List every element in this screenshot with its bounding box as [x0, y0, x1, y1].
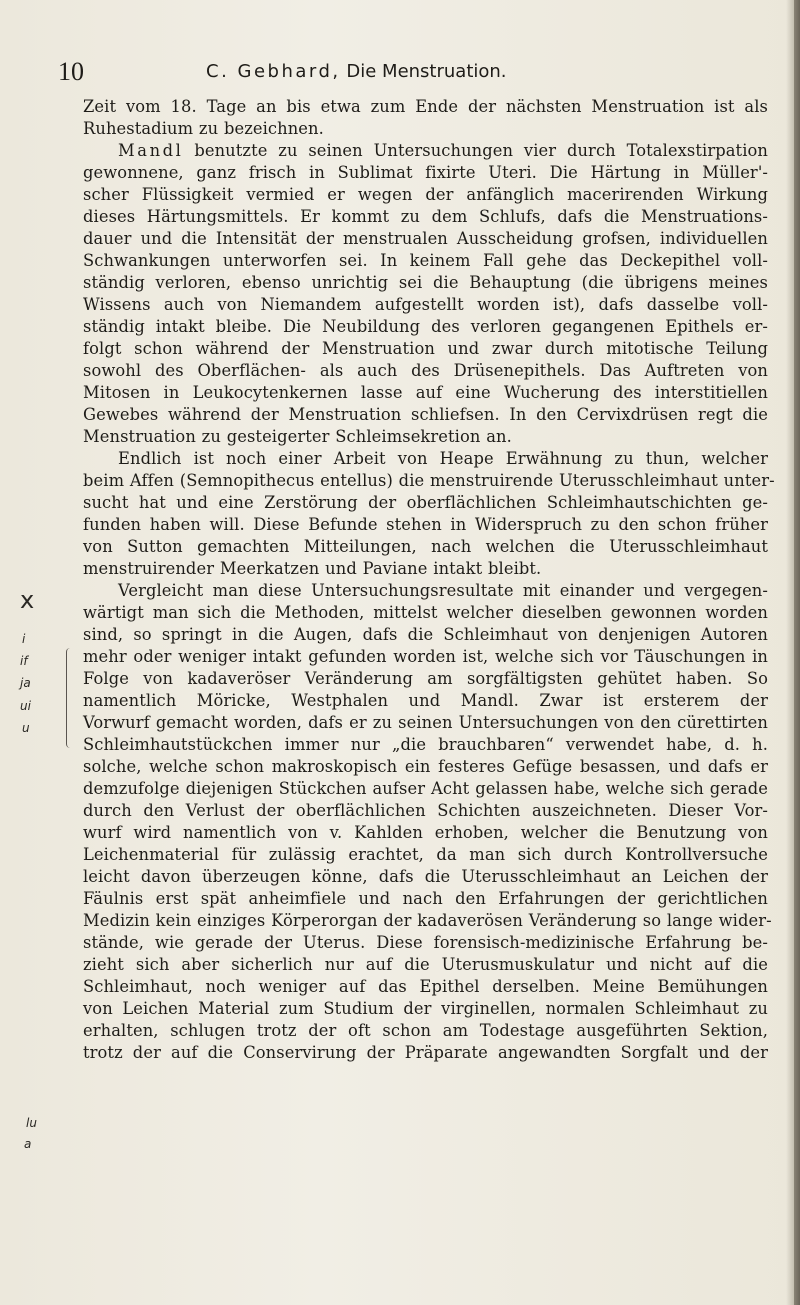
- text-line: trotz der auf die Conservirung der Präparate angewandten Sorgfalt und der: [83, 1043, 768, 1062]
- running-head: [206, 60, 507, 84]
- text-line: wurf wird namentlich von v. Kahlden erhoben, welcher die Benutzung von: [83, 823, 768, 842]
- text-line: sucht hat und eine Zerstörung der oberflächlichen Schleimhautschichten ge-: [83, 493, 768, 512]
- margin-note: ui: [20, 699, 31, 713]
- text-line: Endlich ist noch einer Arbeit von Heape Erwähnung zu thun, welcher: [118, 449, 768, 468]
- text-line: von Leichen Material zum Studium der virginellen, normalen Schleimhaut zu: [83, 999, 768, 1018]
- text-line: scher Flüssigkeit vermied er wegen der anfänglich macerirenden Wirkung: [83, 185, 768, 204]
- text-line: leicht davon überzeugen könne, dafs die Uterusschleimhaut an Leichen der: [83, 867, 768, 886]
- text-line: demzufolge diejenigen Stückchen aufser Acht gelassen habe, welche sich gerade: [83, 779, 768, 798]
- text-line: Vorwurf gemacht worden, dafs er zu seinen Untersuchungen von den cürettirten: [83, 713, 768, 732]
- text-line: [83, 140, 768, 162]
- text-line: Ruhestadium zu bezeichnen.: [83, 119, 324, 138]
- text-line: Schleimhautstückchen immer nur „die brauchbaren“ verwendet habe, d. h.: [83, 735, 768, 754]
- text-line: Mitosen in Leukocytenkernen lasse auf eine Wucherung des interstitiellen: [83, 383, 768, 402]
- text-line: Wissens auch von Niemandem aufgestellt worden ist), dafs dasselbe voll-: [83, 295, 768, 314]
- page-number: 10: [58, 57, 84, 86]
- text-line: zieht sich aber sicherlich nur auf die Uterusmuskulatur und nicht auf die: [83, 955, 768, 974]
- text-line: durch den Verlust der oberflächlichen Schichten auszeichneten. Dieser Vor-: [83, 801, 768, 820]
- text-line-rest: benutzte zu seinen Untersuchungen vier durch Totalexstirpation: [183, 141, 768, 160]
- text-line: funden haben will. Diese Befunde stehen in Widerspruch zu den schon früher: [83, 515, 768, 534]
- text-line: Gewebes während der Menstruation schliefsen. In den Cervixdrüsen regt die: [83, 405, 768, 424]
- text-line: gewonnene, ganz frisch in Sublimat fixirte Uteri. Die Härtung in Müller'-: [83, 163, 768, 182]
- body-text: [83, 96, 775, 1064]
- text-line: stände, wie gerade der Uterus. Diese forensisch-medizinische Erfahrung be-: [83, 933, 768, 952]
- text-line: dieses Härtungsmittels. Er kommt zu dem Schlufs, dafs die Menstruations-: [83, 207, 768, 226]
- text-line: sowohl des Oberflächen- als auch des Drüsenepithels. Das Auftreten von: [83, 361, 768, 380]
- text-line: von Sutton gemachten Mitteilungen, nach welchen die Uterusschleimhaut: [83, 537, 768, 556]
- text-line: Leichenmaterial für zulässig erachtet, da man sich durch Kontrollversuche: [83, 845, 768, 864]
- page-header: [58, 57, 748, 86]
- text-line: Fäulnis erst spät anheimfiele und nach den Erfahrungen der gerichtlichen: [83, 889, 768, 908]
- text-line: folgt schon während der Menstruation und zwar durch mitotische Teilung: [83, 339, 768, 358]
- text-line: Schleimhaut, noch weniger auf das Epithel derselben. Meine Bemühungen: [83, 977, 768, 996]
- text-line: Schwankungen unterworfen sei. In keinem Fall gehe das Deckepithel voll-: [83, 251, 768, 270]
- text-line: dauer und die Intensität der menstrualen Ausscheidung grofsen, individuellen: [83, 229, 768, 248]
- handwritten-margin-notes: [0, 0, 72, 1305]
- text-line: erhalten, schlugen trotz der oft schon am Todestage ausgeführten Sektion,: [83, 1021, 768, 1040]
- text-line: ständig verloren, ebenso unrichtig sei die Behauptung (die übrigens meines: [83, 273, 768, 292]
- text-line: ständig intakt bleibe. Die Neubildung des verloren gegangenen Epithels er-: [83, 317, 768, 336]
- text-line: Menstruation zu gesteigerter Schleimsekretion an.: [83, 427, 512, 446]
- text-line: Zeit vom 18. Tage an bis etwa zum Ende der nächsten Menstruation ist als: [83, 97, 768, 116]
- text-line: solche, welche schon makroskopisch ein festeres Gefüge besassen, und dafs er: [83, 757, 768, 776]
- page-edge: [794, 0, 800, 1305]
- margin-bracket: [66, 648, 73, 748]
- running-head-author: C. Gebhard,: [206, 61, 341, 82]
- margin-note: x: [20, 586, 35, 614]
- running-head-title: Die Menstruation.: [346, 61, 507, 82]
- text-line: mehr oder weniger intakt gefunden worden ist, welche sich vor Täuschungen in: [83, 647, 768, 666]
- text-line: menstruirender Meerkatzen und Paviane intakt bleibt.: [83, 559, 542, 578]
- text-line: beim Affen (Semnopithecus entellus) die menstruirende Uterusschleimhaut unter-: [83, 471, 775, 490]
- text-line: wärtigt man sich die Methoden, mittelst welcher dieselben gewonnen worden: [83, 603, 768, 622]
- text-line: Medizin kein einziges Körperorgan der kadaverösen Veränderung so lange wider-: [83, 911, 772, 930]
- margin-note: u: [22, 721, 30, 735]
- margin-note: if: [20, 654, 28, 668]
- margin-note: ja: [20, 676, 31, 690]
- text-line: sind, so springt in die Augen, dafs die Schleimhaut von denjenigen Autoren: [83, 625, 768, 644]
- author-name: Mandl: [118, 141, 184, 160]
- text-line: namentlich Möricke, Westphalen und Mandl. Zwar ist ersterem der: [83, 691, 768, 710]
- margin-note: lu: [26, 1116, 37, 1130]
- margin-note: i: [22, 632, 26, 646]
- text-line: Vergleicht man diese Untersuchungsresultate mit einander und vergegen-: [118, 581, 768, 600]
- margin-note: a: [24, 1137, 32, 1151]
- text-line: Folge von kadaveröser Veränderung am sorgfältigsten gehütet haben. So: [83, 669, 768, 688]
